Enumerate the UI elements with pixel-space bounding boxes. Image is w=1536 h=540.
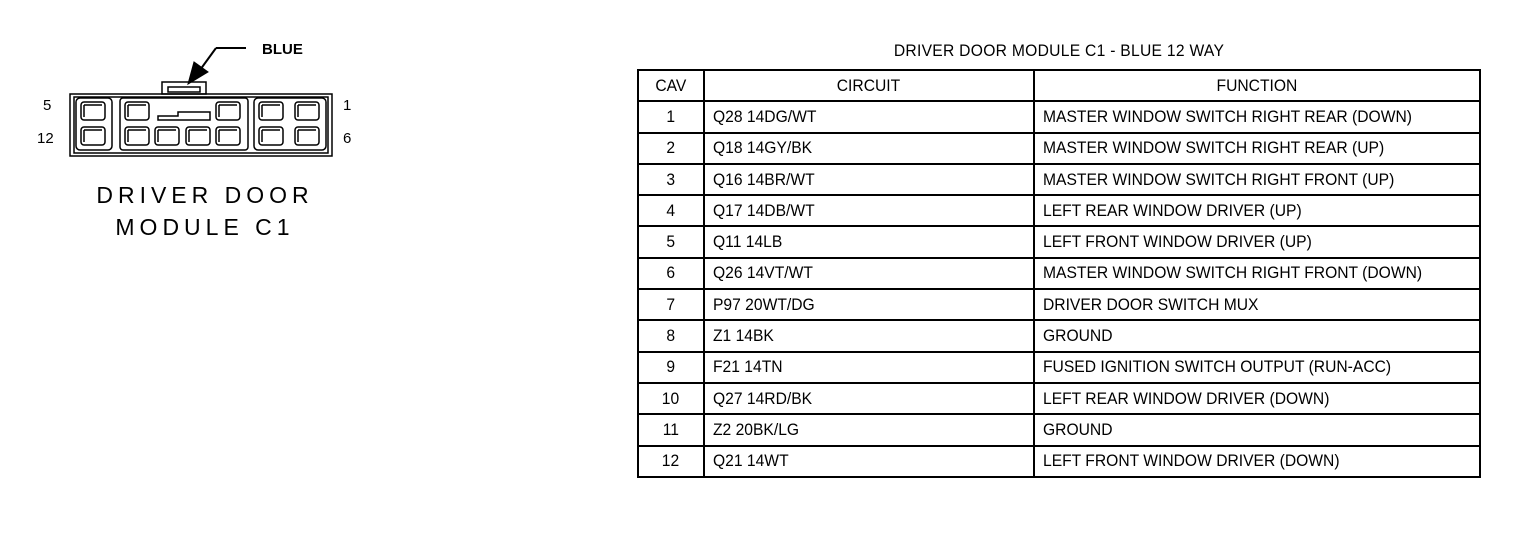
circuit-cell: P97 20WT/DG (704, 289, 1034, 320)
blue-label-leader (188, 48, 246, 84)
function-cell: MASTER WINDOW SWITCH RIGHT REAR (DOWN) (1034, 101, 1480, 132)
column-header-circuit: CIRCUIT (704, 70, 1034, 101)
table-row (638, 352, 1480, 383)
connector-title-line2: MODULE C1 (115, 214, 295, 240)
circuit-cell: Q28 14DG/WT (704, 101, 1034, 132)
circuit-cell: Q18 14GY/BK (704, 133, 1034, 164)
function-cell: GROUND (1034, 320, 1480, 351)
cav-cell: 9 (638, 352, 704, 383)
circuit-cell: Z2 20BK/LG (704, 414, 1034, 445)
function-cell: MASTER WINDOW SWITCH RIGHT FRONT (DOWN) (1034, 258, 1480, 289)
circuit-cell: Q21 14WT (704, 446, 1034, 477)
function-cell: LEFT REAR WINDOW DRIVER (UP) (1034, 195, 1480, 226)
function-cell: GROUND (1034, 414, 1480, 445)
pin-label-12: 12 (37, 130, 54, 147)
function-cell: MASTER WINDOW SWITCH RIGHT REAR (UP) (1034, 133, 1480, 164)
function-cell: LEFT FRONT WINDOW DRIVER (UP) (1034, 226, 1480, 257)
circuit-cell: Q26 14VT/WT (704, 258, 1034, 289)
table-row (638, 289, 1480, 320)
function-cell: MASTER WINDOW SWITCH RIGHT FRONT (UP) (1034, 164, 1480, 195)
pin-label-5: 5 (43, 97, 52, 114)
cav-cell: 1 (638, 101, 704, 132)
cav-cell: 10 (638, 383, 704, 414)
table-row (638, 133, 1480, 164)
pin-block-middle (120, 98, 248, 150)
connector-housing (70, 94, 332, 156)
table-row (638, 320, 1480, 351)
table-row (638, 195, 1480, 226)
cav-cell: 4 (638, 195, 704, 226)
cav-cell: 8 (638, 320, 704, 351)
table-row (638, 101, 1480, 132)
table-row (638, 164, 1480, 195)
table-row (638, 258, 1480, 289)
pin-label-1: 1 (343, 97, 352, 114)
table-heading: DRIVER DOOR MODULE C1 - BLUE 12 WAY (893, 41, 1225, 60)
cav-cell: 12 (638, 446, 704, 477)
table-row (638, 414, 1480, 445)
pinout-table (637, 69, 1481, 478)
table-header-row (638, 70, 1480, 101)
pin-block-right (254, 98, 326, 150)
cav-cell: 11 (638, 414, 704, 445)
cav-cell: 2 (638, 133, 704, 164)
function-cell: LEFT REAR WINDOW DRIVER (DOWN) (1034, 383, 1480, 414)
table-row (638, 446, 1480, 477)
function-cell: DRIVER DOOR SWITCH MUX (1034, 289, 1480, 320)
circuit-cell: Z1 14BK (704, 320, 1034, 351)
pin-block-left (76, 98, 112, 150)
pin-label-6: 6 (343, 130, 352, 147)
connector-color-label: BLUE (262, 41, 303, 58)
connector-face-diagram (0, 0, 380, 170)
cav-cell: 7 (638, 289, 704, 320)
function-cell: FUSED IGNITION SWITCH OUTPUT (RUN-ACC) (1034, 352, 1480, 383)
function-cell: LEFT FRONT WINDOW DRIVER (DOWN) (1034, 446, 1480, 477)
circuit-cell: F21 14TN (704, 352, 1034, 383)
cav-cell: 5 (638, 226, 704, 257)
circuit-cell: Q27 14RD/BK (704, 383, 1034, 414)
table-row (638, 226, 1480, 257)
cav-cell: 6 (638, 258, 704, 289)
cav-cell: 3 (638, 164, 704, 195)
circuit-cell: Q17 14DB/WT (704, 195, 1034, 226)
circuit-cell: Q16 14BR/WT (704, 164, 1034, 195)
circuit-cell: Q11 14LB (704, 226, 1034, 257)
column-header-cav: CAV (638, 70, 704, 101)
table-row (638, 383, 1480, 414)
connector-title-line1: DRIVER DOOR (96, 182, 314, 208)
connector-latch (162, 82, 206, 94)
column-header-function: FUNCTION (1034, 70, 1480, 101)
